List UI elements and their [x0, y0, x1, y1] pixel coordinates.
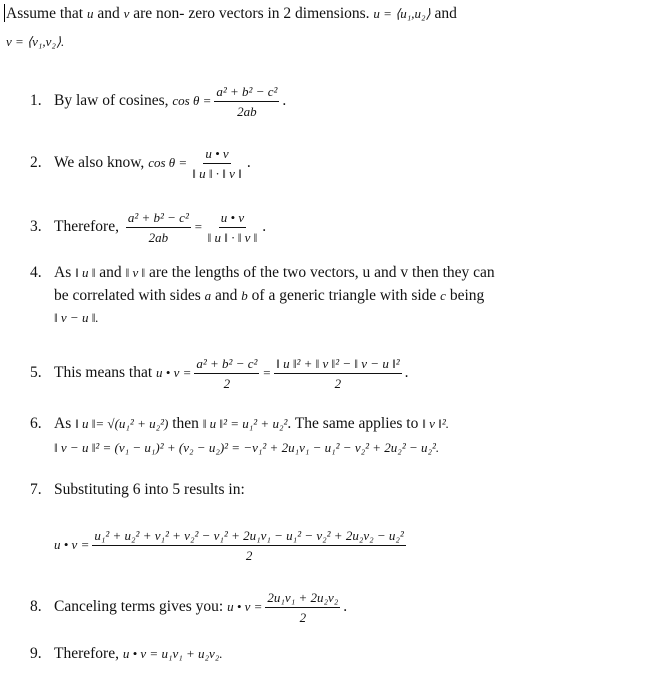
fraction: [194, 356, 259, 391]
text-cursor: [4, 4, 5, 22]
step-text: . The same applies to: [287, 415, 423, 432]
step-text: Therefore,: [54, 218, 123, 236]
step-number: 8.: [30, 598, 42, 616]
denominator: ‖ u ‖ · ‖ v ‖: [207, 230, 258, 245]
numerator: a² + b² − c²: [194, 356, 259, 374]
denominator: 2ab: [237, 104, 257, 119]
equals: =: [193, 219, 203, 235]
step-text: then: [168, 415, 203, 432]
step-6-line-2: [54, 438, 439, 458]
period: .: [246, 154, 251, 172]
step-text: Canceling terms gives you:: [54, 598, 228, 616]
expansion: ‖ v − u ‖² = (v₁ − u₁)² + (v₂ − u₂)² = −v₁² + 2u₁v₁ − u₁² − v₂² + 2u₂² − u₂².: [54, 440, 440, 455]
v-definition: v = ⟨v₁,v₂⟩.: [6, 34, 65, 49]
step-text: Therefore,: [54, 645, 123, 662]
denominator: 2ab: [148, 230, 169, 245]
intro-text: and: [93, 5, 124, 22]
numerator: 2u₁v₁ + 2u₂v₂: [265, 590, 340, 608]
step-8: [30, 590, 347, 625]
math-lhs: cos θ =: [172, 93, 212, 109]
denominator: 2: [334, 376, 342, 391]
step-text: This means that: [54, 364, 157, 382]
fraction: [274, 356, 401, 391]
denominator: 2: [223, 376, 231, 391]
step-number: 9.: [30, 645, 42, 662]
denominator: 2: [299, 610, 307, 625]
step-4-line-2: [54, 286, 484, 306]
var-a: a: [204, 288, 212, 303]
var-c: c: [440, 288, 446, 303]
numerator: a² + b² − c²: [214, 84, 279, 102]
step-number: 7.: [30, 481, 42, 498]
u-definition: u = ⟨u₁,u₂⟩: [373, 6, 431, 21]
math-lhs: cos θ =: [148, 155, 188, 171]
step-text: As: [54, 415, 76, 432]
step-number: 4.: [30, 264, 42, 281]
numerator: a² + b² − c²: [126, 210, 191, 228]
step-number: 2.: [30, 154, 42, 172]
step-5: [30, 356, 409, 391]
norm-u-definition: ‖ u ‖= √(u₁² + u₂²): [75, 416, 169, 431]
step-number: 5.: [30, 364, 42, 382]
norm-u: ‖ u ‖: [75, 265, 96, 280]
period: .: [343, 598, 348, 616]
fraction: [206, 210, 260, 245]
fraction: [265, 590, 340, 625]
period: .: [262, 218, 267, 236]
step-4-line-3: [54, 308, 99, 328]
step-9: [30, 644, 223, 664]
step-1: [30, 84, 286, 119]
step-number: 1.: [30, 92, 42, 110]
step-7: [30, 480, 245, 500]
intro-line-1: [6, 4, 457, 24]
intro-text: are non- zero vectors in 2 dimensions.: [129, 5, 374, 22]
step-text: of a generic triangle with side: [247, 287, 441, 304]
step-text: are the lengths of the two vectors, u and v then they can: [145, 264, 495, 281]
fraction: [214, 84, 279, 119]
fraction: [190, 146, 244, 181]
math-lhs: u • v =: [156, 365, 192, 381]
numerator: u • v: [203, 146, 230, 164]
norm-v-minus-u: ‖ v − u ‖.: [54, 310, 99, 325]
var-u: u: [86, 6, 94, 21]
var-v: v: [123, 6, 130, 21]
math-lhs: u • v =: [54, 537, 90, 553]
period: .: [282, 92, 287, 110]
step-text: As: [54, 264, 76, 281]
step-text: be correlated with sides: [54, 287, 205, 304]
denominator: 2: [245, 548, 253, 563]
denominator: ‖ u ‖ · ‖ v ‖: [192, 166, 242, 181]
math-lhs: u • v =: [227, 599, 263, 615]
final-result: u • v = u₁v₁ + u₂v₂.: [122, 646, 223, 661]
norm-v-squared: ‖ v ‖².: [422, 416, 449, 431]
fraction: [92, 528, 406, 563]
step-3: [30, 210, 266, 245]
step-number: 3.: [30, 218, 42, 236]
step-text: and: [95, 264, 126, 281]
step-number: 6.: [30, 415, 42, 432]
numerator: u₁² + u₂² + v₁² + v₂² − v₁² + 2u₁v₁ − u₁² − v₂² + 2u₂v₂ − u₂²: [92, 528, 406, 546]
intro-text: Assume that: [6, 5, 87, 22]
step-text: By law of cosines,: [54, 92, 173, 110]
step-6: [30, 414, 449, 434]
step-text: We also know,: [54, 154, 149, 172]
step-2: [30, 146, 251, 181]
norm-v: ‖ v ‖: [125, 265, 146, 280]
norm-u-squared: ‖ u ‖² = u₁² + u₂²: [202, 416, 288, 431]
equals: =: [262, 365, 272, 381]
intro-text: and: [430, 5, 457, 22]
var-b: b: [241, 288, 248, 303]
fraction: [126, 210, 191, 245]
numerator: u • v: [219, 210, 246, 228]
numerator: ‖ u ‖² + ‖ v ‖² − ‖ v − u ‖²: [274, 356, 401, 374]
step-text: being: [445, 287, 485, 304]
step-text: and: [211, 287, 242, 304]
period: .: [404, 364, 409, 382]
step-7-equation: [54, 528, 409, 563]
step-text: Substituting 6 into 5 results in:: [54, 481, 245, 498]
intro-line-2: [6, 32, 64, 52]
step-4: [30, 263, 495, 283]
